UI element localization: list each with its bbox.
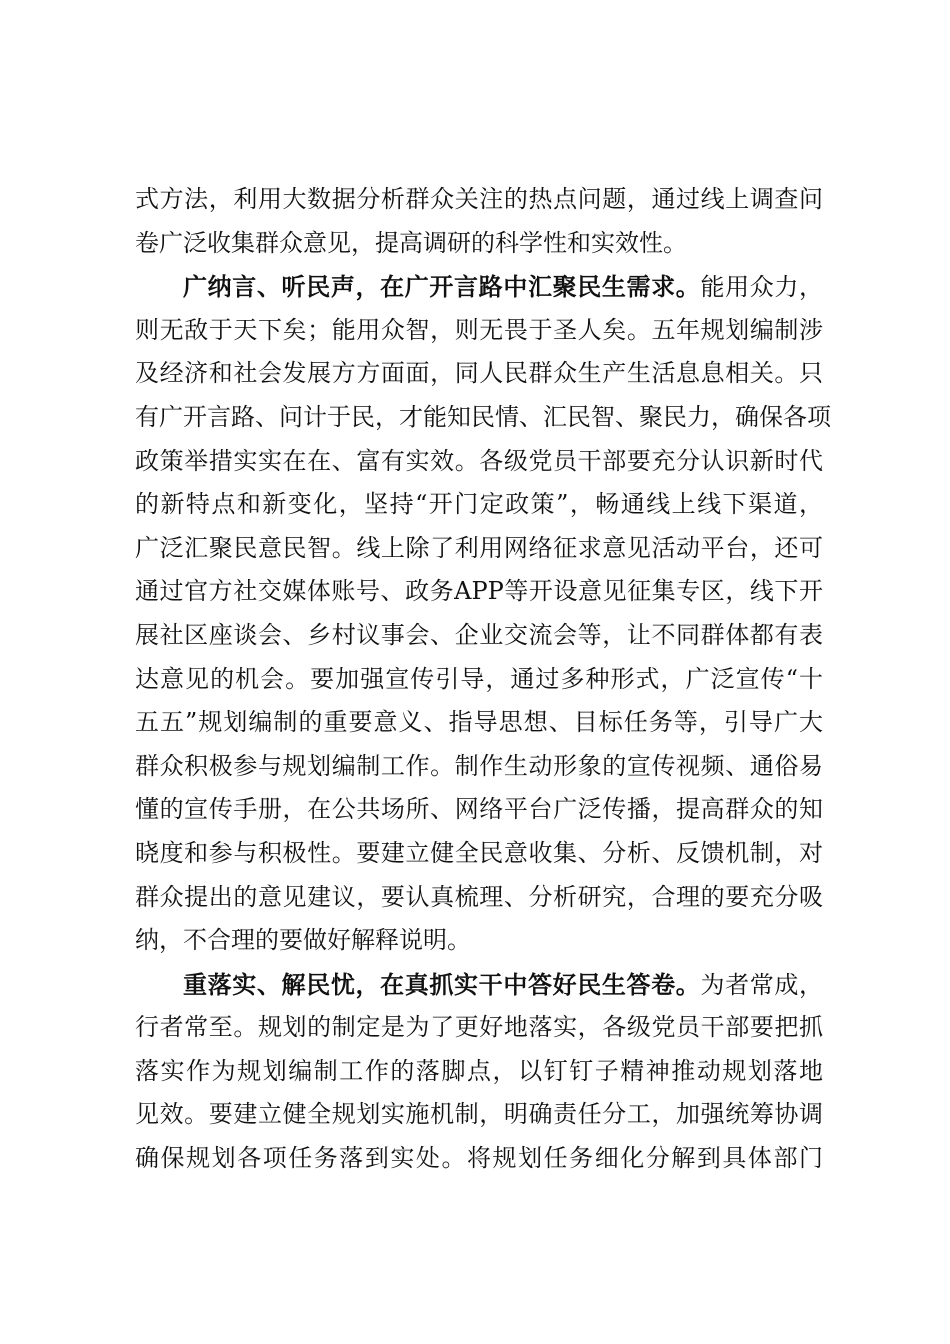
text-line: 则无敌于天下矣；能用众智，则无畏于圣人矣。五年规划编制涉 (135, 315, 823, 344)
text-line (135, 265, 823, 309)
text-line: 有广开言路、问计于民，才能知民情、汇民智、聚民力，确保各项 (135, 402, 831, 431)
paragraph-2 (135, 265, 831, 963)
text-line: 群众提出的意见建议，要认真梳理、分析研究，合理的要充分吸 (135, 882, 823, 911)
text-line: 懂的宣传手册，在公共场所、网络平台广泛传播，提高群众的知 (135, 795, 823, 824)
text-line: 通过官方社交媒体账号、政务APP等开设意见征集专区，线下开 (135, 577, 823, 606)
text-line: 晓度和参与积极性。要建立健全民意收集、分析、反馈机制，对 (135, 838, 823, 867)
text-span: 为者常成， (700, 970, 824, 999)
text-line: 式方法，利用大数据分析群众关注的热点问题，通过线上调查问 (135, 185, 823, 213)
paragraph-3 (135, 963, 823, 1181)
paragraph-heading: 重落实、解民忧，在真抓实干中答好民生答卷。 (183, 969, 701, 999)
text-line: 政策举措实实在在、富有实效。各级党员干部要充分认识新时代 (135, 446, 823, 475)
text-line: 见效。要建立健全规划实施机制，明确责任分工，加强统筹协调 (135, 1100, 823, 1129)
document-page (135, 178, 831, 1181)
text-line: 纳，不合理的要做好解释说明。 (135, 926, 471, 955)
text-line: 的新特点和新变化，坚持“开门定政策”，畅通线上线下渠道， (135, 490, 823, 519)
text-line: 展社区座谈会、乡村议事会、企业交流会等，让不同群体都有表 (135, 620, 823, 649)
paragraph-heading: 广纳言、听民声，在广开言路中汇聚民生需求。 (183, 272, 701, 302)
text-line: 群众积极参与规划编制工作。制作生动形象的宣传视频、通俗易 (135, 751, 823, 780)
text-span: 能用众力， (700, 273, 824, 302)
text-line: 确保规划各项任务落到实处。将规划任务细化分解到具体部门 (135, 1144, 823, 1173)
text-line: 五五”规划编制的重要意义、指导思想、目标任务等，引导广大 (135, 708, 823, 737)
text-line (135, 963, 823, 1007)
text-line: 落实作为规划编制工作的落脚点，以钉钉子精神推动规划落地 (135, 1056, 823, 1085)
text-line: 及经济和社会发展方方面面，同人民群众生产生活息息相关。只 (135, 359, 823, 388)
text-line: 行者常至。规划的制定是为了更好地落实，各级党员干部要把抓 (135, 1013, 823, 1042)
text-line: 广泛汇聚民意民智。线上除了利用网络征求意见活动平台，还可 (135, 533, 823, 562)
text-line: 达意见的机会。要加强宣传引导，通过多种形式，广泛宣传“十 (135, 664, 823, 693)
text-line: 卷广泛收集群众意见，提高调研的科学性和实效性。 (135, 228, 687, 257)
paragraph-1 (135, 178, 823, 265)
